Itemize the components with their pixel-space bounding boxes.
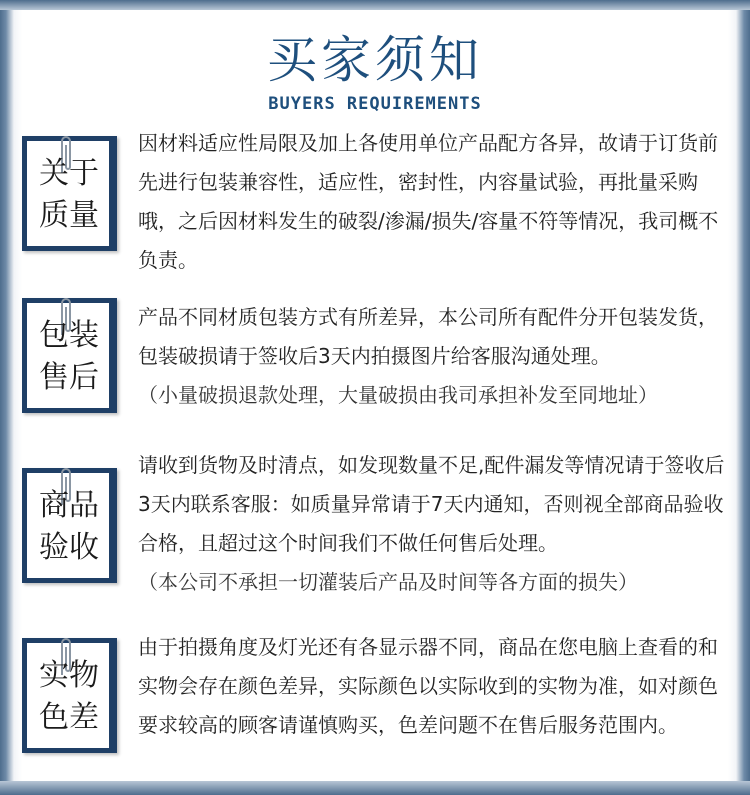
badge-label-line2: 验收 — [39, 530, 99, 565]
section-body — [138, 446, 728, 602]
section-badge — [22, 136, 117, 251]
badge-label — [39, 485, 119, 569]
badge-label-line2: 售后 — [39, 360, 99, 395]
page-title: 买家须知 — [267, 31, 483, 89]
section-paragraph: 因材料适应性局限及加上各使用单位产品配方各异，故请于订货前先进行包装兼容性，适应性，密封性，内容量试验，再批量采购哦，之后因材料发生的破裂/渗漏/损失/容量不符等情况，我司概不负责。 — [138, 131, 719, 272]
badge-label — [39, 315, 119, 399]
section-paragraph: 产品不同材质包装方式有所差异，本公司所有配件分开包装发货，包装破损请于签收后3天内拍摄图片给客服沟通处理。 — [138, 305, 718, 368]
badge-label — [39, 655, 119, 739]
badge-label-line2: 质量 — [39, 198, 99, 233]
bottom-border — [0, 781, 750, 795]
section-body — [138, 298, 728, 415]
badge-label-line1: 包装 — [39, 318, 99, 353]
section-badge — [22, 638, 117, 753]
section-paragraph: 由于拍摄角度及灯光还有各显示器不同，商品在您电脑上查看的和实物会存在颜色差异，实际颜色以实际收到的实物为准，如对颜色要求较高的顾客请谨慎购买，色差问题不在售后服务范围内。 — [138, 635, 718, 737]
section-badge — [22, 468, 117, 583]
section-badge — [22, 298, 117, 413]
section-note: （小量破损退款处理，大量破损由我司承担补发至同地址） — [138, 383, 658, 407]
page-subtitle: BUYERS REQUIREMENTS — [268, 94, 482, 114]
badge-label-line1: 商品 — [39, 488, 99, 523]
badge-label-line1: 关于 — [39, 156, 99, 191]
section-body — [138, 124, 728, 280]
section-body — [138, 628, 728, 745]
top-border — [0, 0, 750, 10]
section-note: （本公司不承担一切灌装后产品及时间等各方面的损失） — [138, 570, 638, 594]
badge-label-line2: 色差 — [39, 700, 99, 735]
badge-label-line1: 实物 — [39, 658, 99, 693]
badge-label — [39, 153, 119, 237]
section-paragraph: 请收到货物及时清点，如发现数量不足,配件漏发等情况请于签收后3天内联系客服：如质量异常请于7天内通知，否则视全部商品验收合格，且超过这个时间我们不做任何售后处理。 — [138, 453, 725, 555]
